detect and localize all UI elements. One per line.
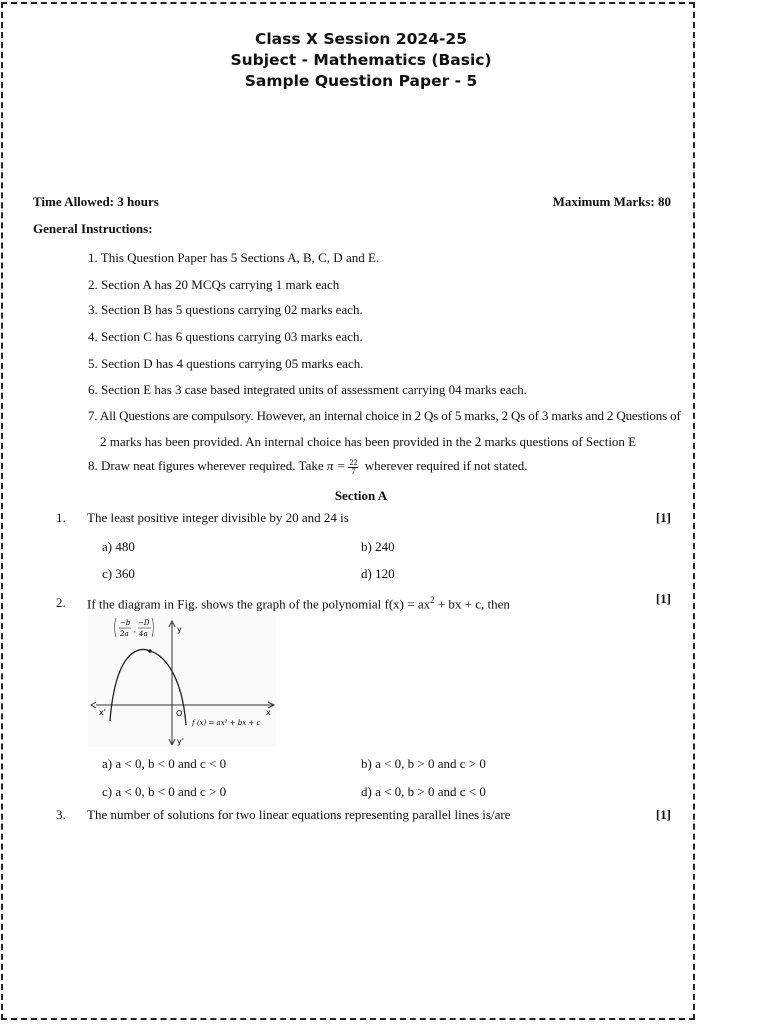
instruction-item: 4. Section C has 6 questions carrying 03 marks each. [88,329,363,344]
question-marks: [1] [655,510,671,525]
vertex-label-comma: , [134,626,136,634]
question-text: The number of solutions for two linear equations representing parallel lines is/are [87,807,511,822]
parabola-graph-figure [88,615,276,747]
instruction-item: 6. Section E has 3 case based integrated units of assessment carrying 04 marks each. [88,382,527,397]
option-b: b) a < 0, b > 0 and c > 0 [361,756,486,771]
option-b: b) 240 [361,539,395,554]
option-c: c) 360 [102,566,135,581]
option-c: c) a < 0, b < 0 and c > 0 [102,784,227,799]
option-a: a) 480 [102,539,135,554]
vertex-label-den1: 2a [120,630,129,638]
question-text-part: + bx + c, then [434,596,510,612]
vertex-point [148,649,152,653]
origin-label: O [176,709,183,718]
section-title: Section A [334,488,388,503]
question-text [87,595,510,612]
option-a: a) a < 0, b < 0 and c < 0 [102,756,227,771]
pi-fraction-denominator: 7 [351,466,356,476]
instructions-heading: General Instructions: [33,221,153,236]
y-neg-axis-label: y' [177,737,184,746]
y-axis-label: y [177,625,182,634]
header-session: Class X Session 2024-25 [254,30,467,48]
instruction-8-suffix: wherever required if not stated. [364,458,528,473]
pi-fraction [348,459,358,476]
question-number: 3. [56,807,66,822]
curve-equation-label: f (x) = ax² + bx + c [192,719,261,727]
instruction-item: 5. Section D has 4 questions carrying 05 marks each. [88,356,364,371]
question-text-part: If the diagram in Fig. shows the graph of the polynomial f(x) = ax [87,596,431,612]
option-d: d) 120 [361,566,395,581]
vertex-label-den2: 4a [139,630,148,638]
header-paper-title: Sample Question Paper - 5 [244,72,478,90]
header-subject: Subject - Mathematics (Basic) [230,51,492,69]
question-number: 2. [56,595,66,610]
time-allowed: Time Allowed: 3 hours [33,194,159,209]
question-marks: [1] [655,807,671,822]
instruction-item: 7. All Questions are compulsory. However, an internal choice in 2 Qs of 5 marks, 2 Qs of 3 marks and 2 Questions of [88,408,681,423]
question-marks: [1] [655,591,671,606]
question-number: 1. [56,510,66,525]
pi-symbol: π = [326,458,346,473]
instruction-item: 2. Section A has 20 MCQs carrying 1 mark each [88,277,340,292]
pi-fraction-numerator: 22 [349,457,358,467]
instruction-8-prefix: 8. Draw neat figures wherever required. Take [88,458,324,473]
paper-header [0,29,722,92]
x-axis-left-arrow [91,702,96,708]
x-neg-axis-label: x' [99,708,106,717]
superscript: 2 [430,595,435,605]
option-d: d) a < 0, b > 0 and c < 0 [361,784,486,799]
x-axis-label: x [266,708,271,717]
instruction-item-continued: 2 marks has been provided. An internal choice has been provided in the 2 marks questions of Section E [100,434,637,449]
vertex-label-num2: −D [138,619,150,627]
parabola-curve [110,649,186,725]
instruction-item: 1. This Question Paper has 5 Sections A, B, C, D and E. [88,250,380,265]
vertex-label-num1: −b [120,619,131,627]
question-text: The least positive integer divisible by 20 and 24 is [87,510,349,525]
instruction-item: 3. Section B has 5 questions carrying 02 marks each. [88,302,363,317]
instruction-item-8 [88,458,527,476]
maximum-marks: Maximum Marks: 80 [552,194,671,209]
